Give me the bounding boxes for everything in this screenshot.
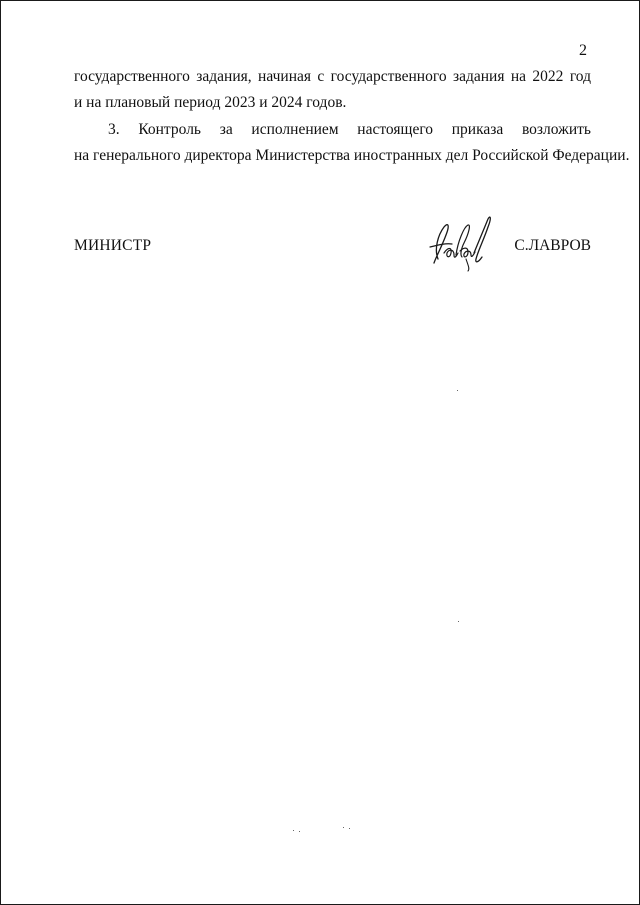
signer-title: МИНИСТР — [74, 237, 152, 254]
signature-block — [74, 235, 591, 275]
scan-speck — [349, 828, 350, 829]
scan-speck — [343, 827, 344, 828]
paragraph-line: 3. Контроль за исполнением настоящего приказа возложить — [108, 121, 591, 138]
scan-speck — [299, 831, 300, 832]
paragraph-line: на генерального директора Министерства иностранных дел Российской Федерации. — [74, 147, 630, 164]
scan-speck — [458, 621, 459, 622]
scan-speck — [457, 390, 458, 391]
paragraph-line: государственного задания, начиная с государственного задания на 2022 год — [74, 68, 591, 85]
page-number: 2 — [579, 42, 587, 59]
signer-name: С.ЛАВРОВ — [514, 237, 591, 254]
paragraph-state-task — [74, 64, 591, 116]
paragraph-control-clause — [74, 117, 630, 169]
paragraph-line: и на плановый период 2023 и 2024 годов. — [74, 94, 347, 111]
scan-speck — [293, 830, 294, 831]
handwritten-signature — [424, 213, 498, 273]
